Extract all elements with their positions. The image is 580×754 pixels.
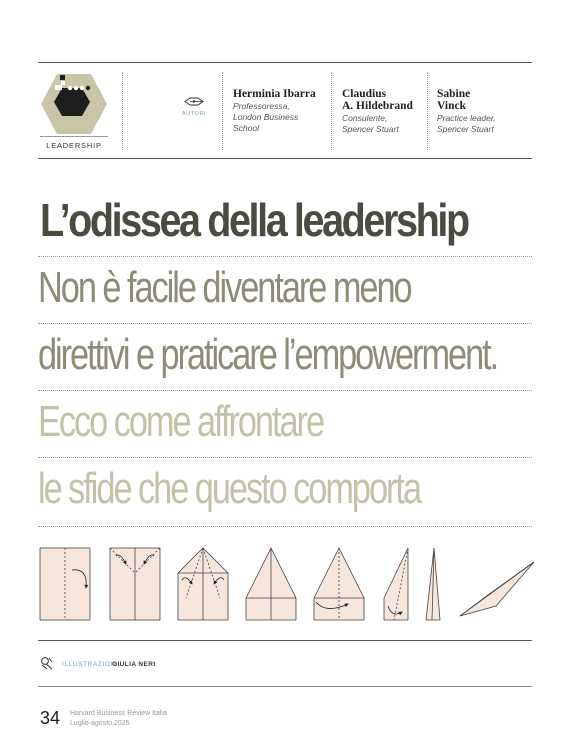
- subtitle-line-1: Non è facile diventare meno: [38, 263, 411, 312]
- fold-step-5: [314, 548, 364, 620]
- illustration-brush-icon: [40, 656, 54, 670]
- authors-divider-1: [222, 72, 223, 150]
- section-label: LEADERSHIP: [46, 141, 102, 150]
- header-divider: [122, 72, 123, 150]
- magazine-name: Harvard Business Review Italia: [70, 710, 167, 717]
- pen-nib-icon: [184, 96, 204, 107]
- fold-step-7: [426, 548, 440, 620]
- author-name: Herminia Ibarra: [233, 88, 316, 100]
- fold-step-2: [110, 548, 160, 620]
- authors-divider-2: [331, 72, 332, 150]
- article-title: L’odissea della leadership: [40, 194, 468, 246]
- fold-step-8: [460, 562, 534, 616]
- footer-rule: [38, 686, 532, 687]
- subtitle-line-3: Ecco come affrontare: [38, 397, 324, 446]
- author-2: [342, 88, 413, 135]
- authors-divider-3: [427, 72, 428, 150]
- subtitle-rule-4: [38, 526, 532, 527]
- issue-date: Luglio-agosto 2025: [70, 720, 130, 727]
- fold-step-1: [40, 548, 90, 620]
- paper-plane-folding-illustration: [36, 540, 536, 625]
- subtitle-rule-2: [38, 390, 532, 391]
- illustrations-label: ILLUSTRAZIONI: [62, 661, 119, 668]
- subtitle-rule-3: [38, 457, 532, 458]
- author-role: Practice leader, Spencer Stuart: [437, 113, 496, 134]
- author-1: [233, 88, 316, 134]
- illustration-bottom-rule: [38, 640, 532, 641]
- top-rule: [38, 62, 532, 63]
- illustrator-name: GIULIA NERI: [112, 661, 156, 668]
- leadership-hexagon-icon: [40, 72, 108, 136]
- authors-label: AUTORI: [181, 111, 207, 117]
- author-role: Consulente, Spencer Stuart: [342, 113, 399, 134]
- author-role: Professoressa, London Business School: [233, 101, 299, 133]
- header-bottom-rule: [38, 158, 532, 159]
- author-name: Claudius A. Hildebrand: [342, 88, 413, 112]
- page-number: 34: [40, 708, 61, 728]
- fold-step-3: [178, 548, 228, 620]
- author-name: Sabine Vinck: [437, 88, 471, 112]
- title-rule: [38, 256, 532, 257]
- logo-underline: [40, 136, 108, 137]
- author-3: [437, 88, 496, 135]
- fold-step-6: [384, 548, 408, 620]
- subtitle-line-2: direttivi e praticare l’empowerment.: [38, 330, 498, 379]
- fold-step-4: [246, 548, 296, 620]
- subtitle-line-4: le sfide che questo comporta: [38, 464, 421, 513]
- subtitle-rule-1: [38, 323, 532, 324]
